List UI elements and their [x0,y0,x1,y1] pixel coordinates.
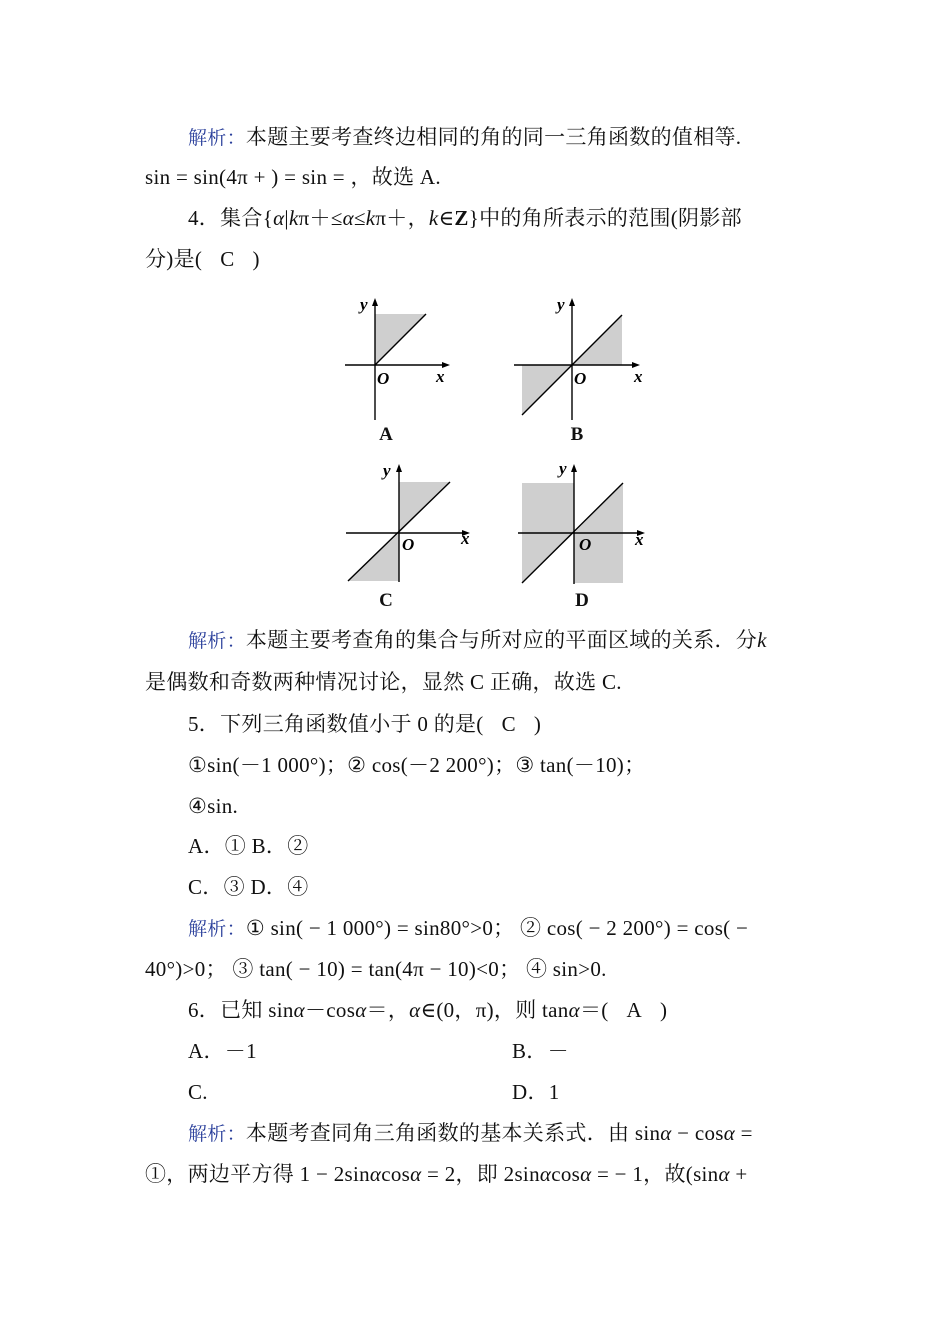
y-arrow [396,464,402,472]
text: α [369,1162,382,1186]
text: = 2，即 2sin [421,1162,540,1186]
text: Z [454,206,469,230]
x-label: x [635,530,644,549]
solution-label: 解析： [188,918,246,940]
text: α [580,1162,592,1186]
graph-d [515,458,655,588]
text: k [428,206,439,230]
text: 本题考查同角三角函数的基本关系式．由 sin [245,1121,661,1145]
y-arrow [571,464,577,472]
text: α [539,1162,552,1186]
question-5-options-2 [188,874,309,900]
question-6-option-a [188,1038,257,1064]
text: ≤ [353,206,366,230]
text: ) [660,998,668,1022]
text: 6．已知 sin [188,998,294,1022]
text: = [735,1121,753,1145]
text: − cos [671,1121,724,1145]
graph-a [340,292,460,422]
text: C．③ D．④ [188,875,309,899]
answer: A [626,998,642,1022]
solution-line-2 [145,164,441,190]
text: ④sin. [188,794,239,818]
y-label: y [559,459,567,478]
origin-label: O [377,369,390,388]
text: + [729,1162,748,1186]
solution-line-7 [188,1120,753,1147]
question-6-option-d [512,1079,560,1105]
solution-label: 解析： [188,1123,246,1145]
graph-c-label: C [379,590,393,611]
question-5-item-4 [188,793,238,819]
text: C. [188,1080,208,1104]
y-arrow [569,298,575,306]
text: ①sin(－1 000°)；② cos(－2 200°)；③ tan(－10)； [188,753,646,777]
text: 本题主要考查角的集合与所对应的平面区域的关系．分 [245,628,758,652]
solution-line-4 [145,669,622,695]
origin-label: O [574,369,587,388]
question-4-line-2 [145,246,260,272]
text: α [342,206,354,230]
text: π＋， [375,206,429,230]
question-6-option-c [188,1079,208,1105]
text: 5．下列三角函数值小于 0 的是( [188,712,484,736]
solution-line-1 [188,124,741,151]
x-label: x [461,529,470,548]
text: α [718,1162,730,1186]
text: B．－ [512,1039,569,1063]
text: ＝， [366,998,410,1022]
text: sin = sin(4π + ) = sin = ，故选 A. [145,165,441,189]
text: 本题主要考查终边相同的角的同一三角函数的值相等. [245,125,742,149]
text: k [288,206,299,230]
solution-label: 解析： [188,630,246,652]
answer: C [501,712,516,736]
solution-line-5 [188,915,748,942]
question-5-items [188,752,645,778]
y-arrow [372,298,378,306]
text: }中的角所表示的范围(阴影部 [468,206,742,230]
solution-line-6 [145,956,607,982]
y-label: y [360,295,368,314]
text: ①，两边平方得 1 − 2sin [145,1162,370,1186]
text: α [293,998,305,1022]
question-5-line-1 [188,711,541,737]
y-label: y [383,461,391,480]
text: α [568,998,580,1022]
graph-b [510,292,650,422]
text: ∈ [438,206,455,230]
graph-b-label: B [570,424,584,445]
text: k [757,628,767,652]
text: ∈(0，π)，则 tan [420,998,569,1022]
solution-line-8 [145,1161,748,1187]
text: cos [551,1162,581,1186]
text: A．－1 [188,1039,257,1063]
text: α [409,998,421,1022]
origin-label: O [402,535,415,554]
y-label: y [557,295,565,314]
question-5-options-1 [188,833,309,859]
text: A．① B．② [188,834,309,858]
text: ) [252,247,260,271]
graph-c [340,458,480,588]
text: ) [533,712,542,736]
graph-d-label: D [575,590,589,611]
text: D．1 [512,1080,560,1104]
text: 40°)>0； ③ tan( − 10) = tan(4π − 10)<0； ④ sin>0. [145,957,607,981]
answer: C [220,247,235,271]
solution-line-3 [188,627,767,654]
text: k [365,206,376,230]
text: －cos [305,998,356,1022]
text: π＋≤ [298,206,343,230]
origin-label: O [579,535,592,554]
text: α [410,1162,422,1186]
x-label: x [436,367,445,386]
graph-a-label: A [379,424,393,445]
text: ＝( [579,998,609,1022]
text: 分)是( [145,247,203,271]
text: 是偶数和奇数两种情况讨论，显然 C 正确，故选 C. [145,670,622,694]
question-6-option-b [512,1038,569,1064]
text: = − 1，故(sin [591,1162,719,1186]
question-4-line-1 [188,205,742,231]
x-label: x [634,367,643,386]
text: 4．集合{ [188,206,274,230]
text: cos [381,1162,411,1186]
question-6-line-1 [188,997,667,1023]
text: α [660,1121,672,1145]
text: | [284,206,289,230]
text: ① sin( − 1 000°) = sin80°>0； ② cos( − 2 200°) = cos( − [245,916,749,940]
text: α [355,998,367,1022]
text: α [723,1121,736,1145]
text: α [273,206,285,230]
solution-label: 解析： [188,127,246,149]
